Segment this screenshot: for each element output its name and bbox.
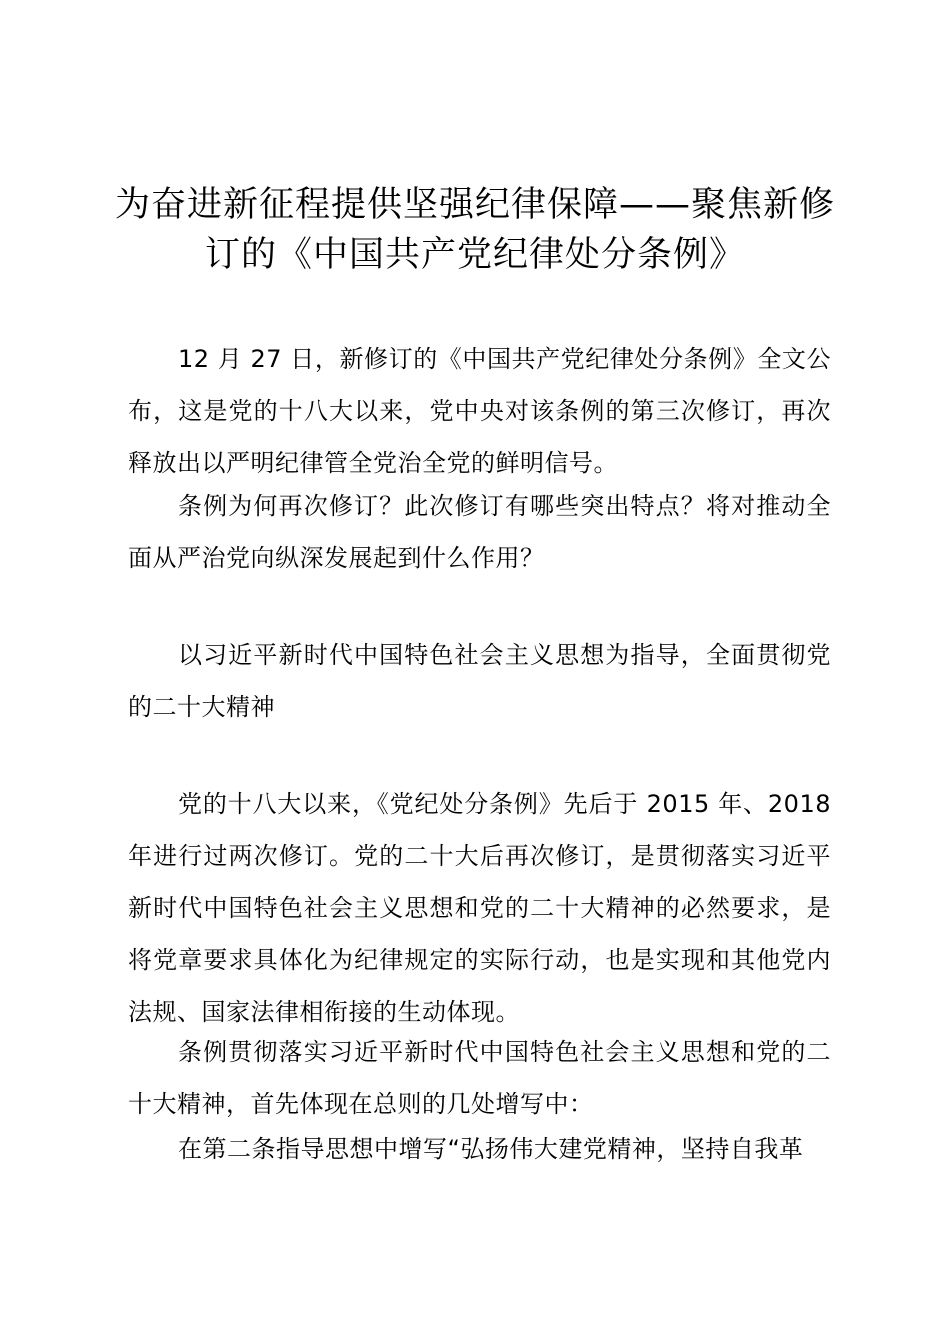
document-title: 为奋进新征程提供坚强纪律保障——聚焦新修订的《中国共产党纪律处分条例》: [114, 185, 835, 275]
paragraph-questions: 条例为何再次修订？此次修订有哪些突出特点？将对推动全面从严治党向纵深发展起到什么作用？: [128, 492, 831, 572]
section-heading: 以习近平新时代中国特色社会主义思想为指导，全面贯彻党的二十大精神: [128, 641, 831, 721]
paragraph-general-provisions: 条例贯彻落实习近平新时代中国特色社会主义思想和党的二十大精神，首先体现在总则的几处增写中：: [128, 1038, 831, 1118]
paragraph-intro: 12 月 27 日，新修订的《中国共产党纪律处分条例》全文公布，这是党的十八大以来，党中央对该条例的第三次修订，再次释放出以严明纪律管全党治全党的鲜明信号。: [128, 345, 831, 477]
paragraph-revision-history: 党的十八大以来，《党纪处分条例》先后于 2015 年、2018 年进行过两次修订。党的二十大后再次修订，是贯彻落实习近平新时代中国特色社会主义思想和党的二十大精神的必然要求，是将党章要求具体化为纪律规定的实际行动，也是实现和其他党内法规、国家法律相衔接的生动体现。: [128, 790, 831, 1026]
paragraph-article-two: 在第二条指导思想中增写“弘扬伟大建党精神，坚持自我革: [178, 1135, 804, 1163]
